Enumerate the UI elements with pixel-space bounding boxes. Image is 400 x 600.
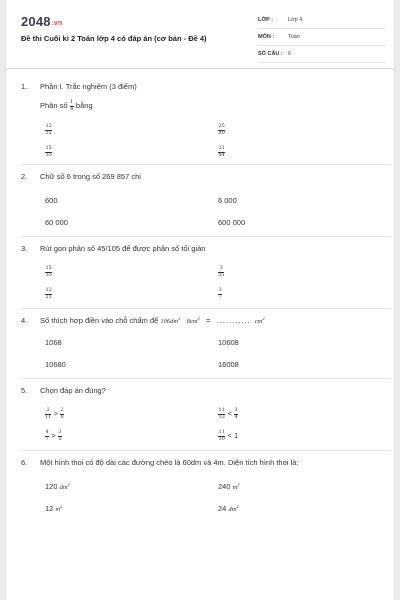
question-divider: [21, 236, 391, 237]
answer-option-d[interactable]: $\frac{11}{10}$ < 1: [218, 429, 239, 442]
answer-option-a[interactable]: 1068: [45, 338, 62, 347]
fraction: $\frac{1}{4}$: [70, 99, 74, 112]
page-header: [6, 0, 394, 64]
meta-key: MÔN :: [258, 34, 275, 40]
question-number: 6.: [21, 458, 28, 467]
exam-meta: [258, 14, 386, 65]
answer-option-c[interactable]: 60 000: [45, 218, 68, 227]
answer-option-c[interactable]: 10680: [45, 360, 66, 369]
answer-option-b[interactable]: 10608: [218, 338, 239, 347]
answer-option-b[interactable]: $\frac{11}{13}$ < $\frac{3}{4}$: [218, 407, 238, 420]
site-logo[interactable]: [21, 14, 62, 29]
prompt-suffix: bằng: [75, 100, 93, 110]
answer-option-b[interactable]: 240 $m^2$: [218, 482, 240, 492]
answer-option-a[interactable]: $\frac{2}{11}$ > $\frac{2}{8}$: [45, 407, 64, 420]
question-number: 1.: [21, 82, 28, 91]
meta-value: Lớp 4: [288, 17, 303, 23]
meta-row-class: [258, 14, 386, 29]
answer-option-d[interactable]: $\frac{3}{7}$: [218, 287, 222, 300]
answer-option-a[interactable]: $\frac{15}{35}$: [45, 265, 52, 278]
answer-option-a[interactable]: 600: [45, 196, 58, 205]
question-divider: [21, 450, 391, 451]
meta-value: 6: [288, 51, 292, 57]
answer-option-b[interactable]: $\frac{25}{80}$: [218, 123, 225, 136]
question-divider: [21, 164, 391, 165]
answer-option-c[interactable]: $\frac{4}{7}$ > $\frac{3}{5}$: [45, 429, 62, 442]
meta-row-subject: [258, 31, 386, 46]
meta-key: LỚP :: [258, 17, 273, 23]
question-text: Một hình thoi có độ dài các đường chéo là 60dm và 4m. Diện tích hình thoi là:: [40, 458, 299, 467]
answer-option-d[interactable]: 16008: [218, 360, 239, 369]
question-text: Rút gọn phân số 45/105 để được phân số tối giản: [40, 244, 206, 253]
question-number: 5.: [21, 386, 28, 395]
answer-option-b[interactable]: $\frac{3}{35}$: [218, 265, 225, 278]
answer-option-b[interactable]: 6 000: [218, 196, 237, 205]
answer-option-d[interactable]: $\frac{21}{84}$: [218, 145, 225, 158]
page-title: Đề thi Cuối kì 2 Toán lớp 4 có đáp án (cơ bản - Đề 4): [21, 34, 207, 43]
exam-sheet: [6, 0, 394, 600]
question-text: Số thích hợp điền vào chỗ chấm để $106dm^2$ $8cm^2$ = ........... $cm^2$: [40, 316, 265, 326]
answer-option-a[interactable]: 120 $dm^2$: [45, 482, 70, 492]
question-text: Phần I. Trắc nghiệm (3 điểm): [40, 82, 137, 91]
meta-key: SỐ CÂU :: [258, 51, 283, 57]
answer-option-d[interactable]: 600 000: [218, 218, 246, 227]
logo-suffix: .vn: [51, 20, 63, 27]
prompt-prefix: Phân số: [40, 100, 68, 110]
logo-text: 2048: [21, 14, 51, 29]
question-number: 4.: [21, 316, 28, 325]
answer-option-c[interactable]: $\frac{12}{21}$: [45, 287, 52, 300]
question-divider: [21, 308, 391, 309]
header-divider: [6, 68, 394, 69]
meta-value: Toán: [288, 34, 300, 40]
answer-option-c[interactable]: $\frac{15}{35}$: [45, 145, 52, 158]
question-number: 3.: [21, 244, 28, 253]
question-number: 2.: [21, 172, 28, 181]
answer-option-d[interactable]: 24 $dm^2$: [218, 504, 239, 514]
question-text: Chọn đáp án đúng?: [40, 386, 106, 395]
question-text: Chữ số 6 trong số 269 857 chỉ: [40, 172, 141, 181]
question-prompt: [40, 100, 93, 112]
answer-option-a[interactable]: $\frac{12}{32}$: [45, 123, 52, 136]
question-divider: [21, 378, 391, 379]
meta-row-count: [258, 48, 386, 63]
answer-option-c[interactable]: 12 $m^2$: [45, 504, 63, 514]
